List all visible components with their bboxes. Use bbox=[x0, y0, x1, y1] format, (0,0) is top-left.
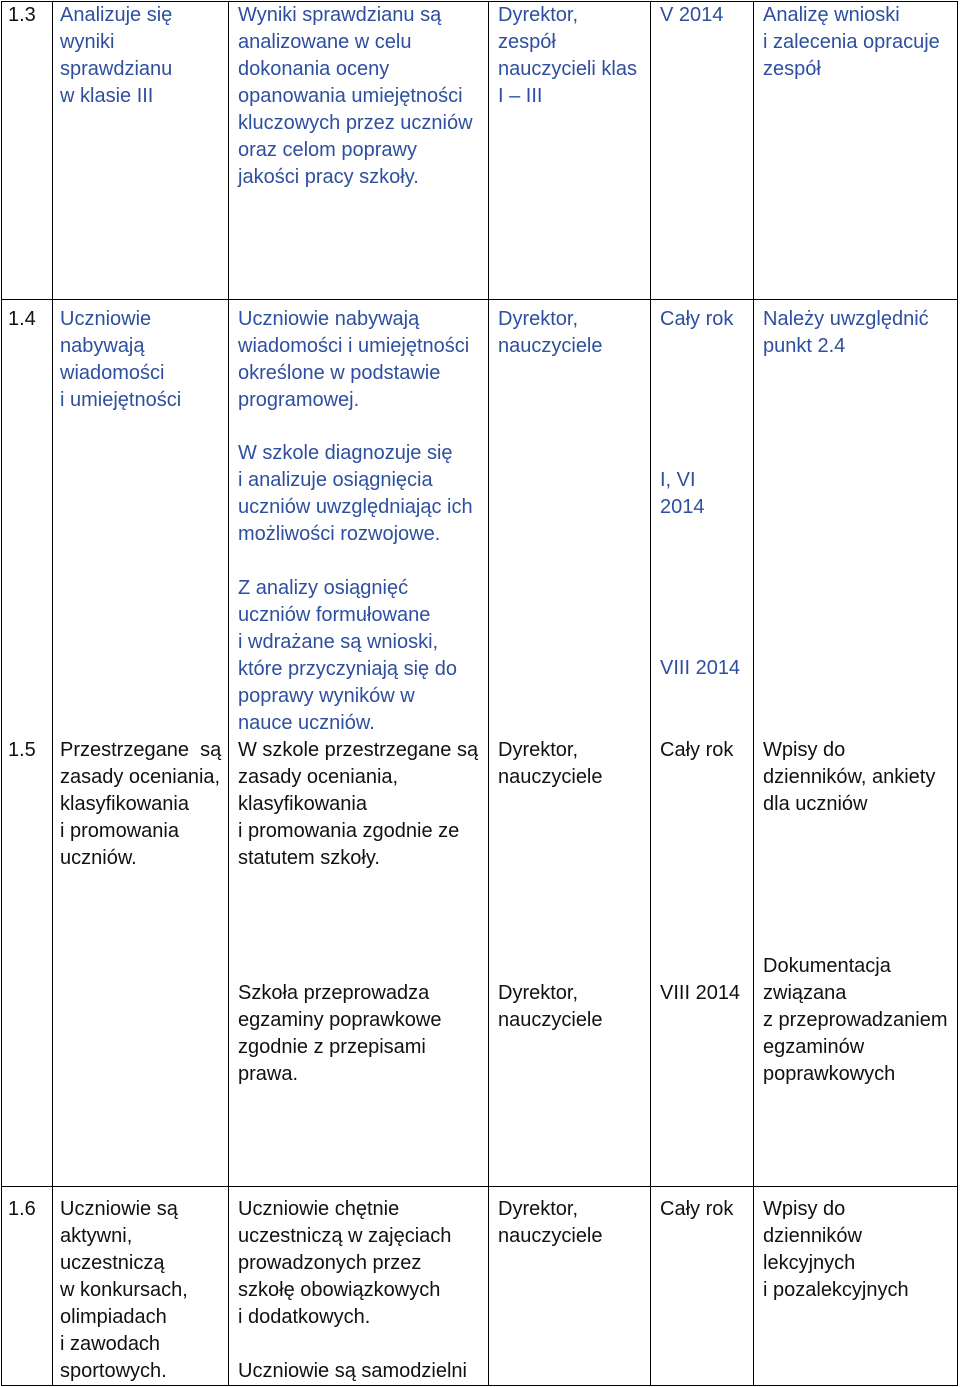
row-1-6-description-1: Uczniowie chętnie uczestniczą w zajęciach prowadzonych przez szkołę obowiązkowych i dodatkowych. bbox=[238, 1198, 452, 1328]
row-1-4-term-2: I, VI 2014 bbox=[660, 469, 705, 518]
row-1-3-task: Analizuje się wyniki sprawdzianu w klasie III bbox=[60, 4, 173, 107]
row-1-3-number: 1.3 bbox=[8, 4, 36, 26]
table-border-bottom bbox=[1, 1385, 958, 1386]
table-border-col-description bbox=[488, 1, 489, 1386]
row-1-3-description: Wyniki sprawdzianu są analizowane w celu dokonania oceny opanowania umiejętności kluczowych przez uczniów oraz celom poprawy jakości pracy szkoły. bbox=[238, 4, 473, 188]
table-border-col-number bbox=[52, 1, 53, 1386]
row-1-5-notes-1: Wpisy do dzienników, ankiety dla uczniów bbox=[763, 739, 936, 815]
table-border-row-1-3-end bbox=[1, 299, 958, 300]
row-1-6-task: Uczniowie są aktywni, uczestniczą w konkursach, olimpiadach i zawodach sportowych. bbox=[60, 1198, 188, 1382]
row-1-4-number: 1.4 bbox=[8, 308, 36, 330]
table-border-right bbox=[957, 1, 958, 1386]
row-1-5-term-1: Cały rok bbox=[660, 739, 734, 761]
row-1-6-number: 1.6 bbox=[8, 1198, 36, 1220]
row-1-5-description-1: W szkole przestrzegane są zasady oceniania, klasyfikowania i promowania zgodnie ze statutem szkoły. bbox=[238, 739, 479, 869]
row-1-4-description-2: W szkole diagnozuje się i analizuje osiągnięcia uczniów uwzględniając ich możliwości rozwojowe. bbox=[238, 442, 473, 545]
row-1-5-notes-2: Dokumentacja związana z przeprowadzaniem egzaminów poprawkowych bbox=[763, 955, 948, 1085]
row-1-4-notes: Należy uwzględnić punkt 2.4 bbox=[763, 308, 929, 357]
table-border-col-term bbox=[753, 1, 754, 1386]
table-border-left bbox=[1, 1, 2, 1386]
row-1-4-description-1: Uczniowie nabywają wiadomości i umiejętności określone w podstawie programowej. bbox=[238, 308, 470, 411]
row-1-5-description-2: Szkoła przeprowadza egzaminy poprawkowe zgodnie z przepisami prawa. bbox=[238, 982, 442, 1085]
row-1-5-term-2: VIII 2014 bbox=[660, 982, 741, 1004]
row-1-6-notes: Wpisy do dzienników lekcyjnych i pozalekcyjnych bbox=[763, 1198, 909, 1301]
row-1-5-task: Przestrzegane są zasady oceniania, klasyfikowania i promowania uczniów. bbox=[60, 739, 222, 869]
row-1-6-term: Cały rok bbox=[660, 1198, 734, 1220]
table-border-row-1-5-end bbox=[1, 1186, 958, 1187]
row-1-3-term: V 2014 bbox=[660, 4, 724, 26]
row-1-3-responsible: Dyrektor, zespół nauczycieli klas I – III bbox=[498, 4, 637, 107]
table-border-col-task bbox=[228, 1, 229, 1386]
row-1-3-notes: Analizę wnioski i zalecenia opracuje zespół bbox=[763, 4, 940, 80]
row-1-5-responsible-1: Dyrektor, nauczyciele bbox=[498, 739, 603, 788]
row-1-4-task: Uczniowie nabywają wiadomości i umiejętności bbox=[60, 308, 182, 411]
table-border-col-responsible bbox=[650, 1, 651, 1386]
row-1-5-responsible-2: Dyrektor, nauczyciele bbox=[498, 982, 603, 1031]
row-1-4-term-1: Cały rok bbox=[660, 308, 734, 330]
row-1-6-description-2: Uczniowie są samodzielni bbox=[238, 1360, 467, 1382]
row-1-4-term-3: VIII 2014 bbox=[660, 657, 741, 679]
row-1-6-responsible: Dyrektor, nauczyciele bbox=[498, 1198, 603, 1247]
row-1-4-description-3: Z analizy osiągnięć uczniów formułowane i wdrażane są wnioski, które przyczyniają się do poprawy wyników w nauce uczniów. bbox=[238, 577, 457, 734]
row-1-5-number: 1.5 bbox=[8, 739, 36, 761]
row-1-4-responsible: Dyrektor, nauczyciele bbox=[498, 308, 603, 357]
